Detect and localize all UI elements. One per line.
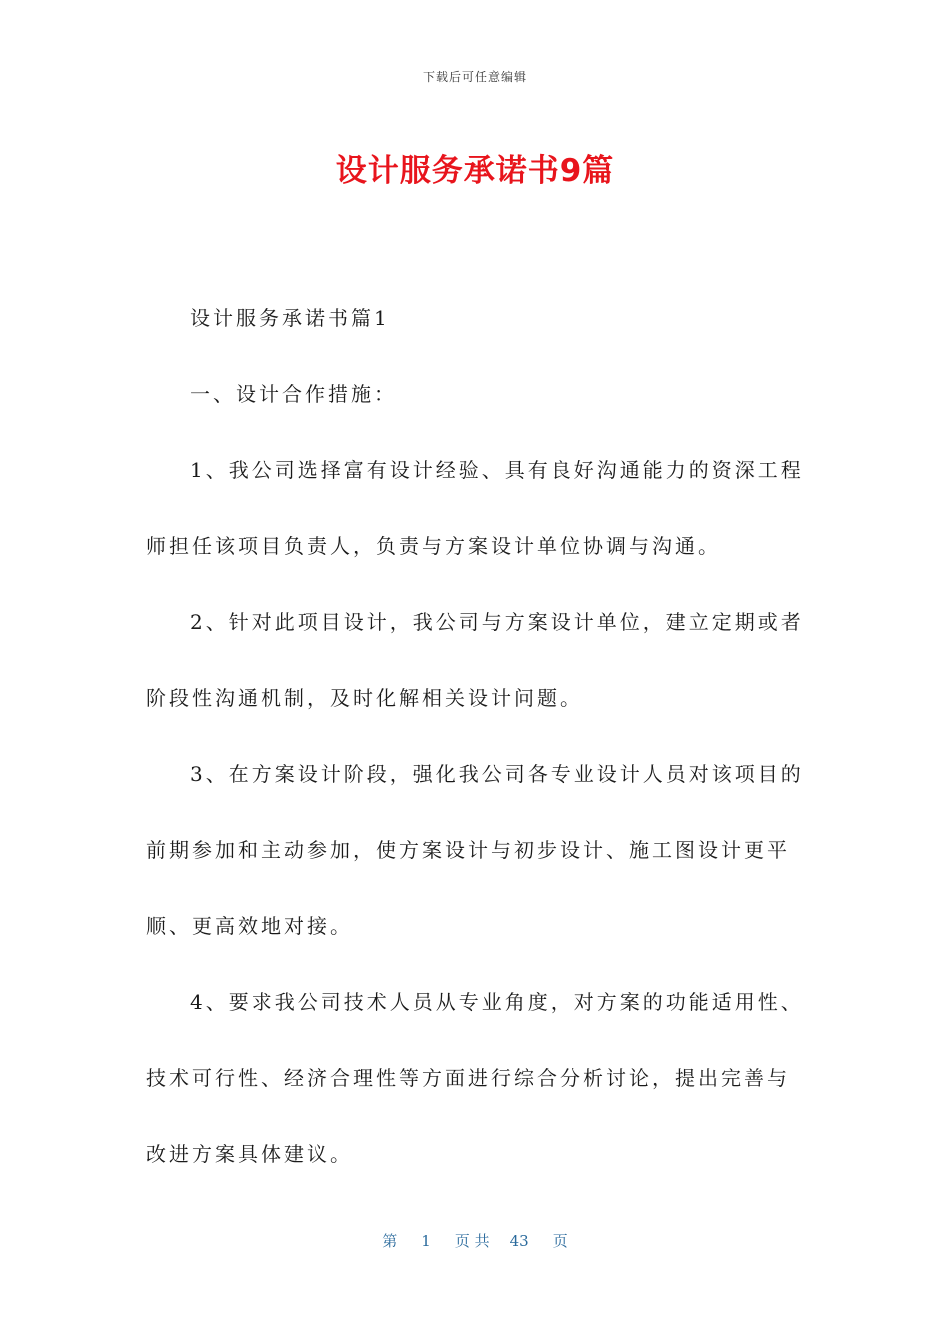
- paragraph-2: 2、针对此项目设计，我公司与方案设计单位，建立定期或者阶段性沟通机制，及时化解相关设计问题。: [146, 610, 804, 710]
- document-body: [146, 280, 806, 1192]
- footer-label-of: 页 共: [454, 1232, 490, 1250]
- header-note: 下载后可任意编辑: [422, 70, 527, 84]
- footer-total-pages: 43: [509, 1232, 529, 1250]
- paragraph-3: 3、在方案设计阶段，强化我公司各专业设计人员对该项目的前期参加和主动参加，使方案设计与初步设计、施工图设计更平顺、更高效地对接。: [146, 762, 804, 938]
- section-heading: 设计服务承诺书篇1: [190, 306, 390, 330]
- document-title: 设计服务承诺书9篇: [335, 153, 615, 189]
- page-footer: [0, 1230, 950, 1251]
- footer-label-end: 页: [552, 1232, 568, 1250]
- footer-label-page: 第: [382, 1232, 398, 1250]
- paragraph-1: 1、我公司选择富有设计经验、具有良好沟通能力的资深工程师担任该项目负责人，负责与方案设计单位协调与沟通。: [146, 458, 804, 558]
- subheading: 一、设计合作措施：: [190, 382, 397, 406]
- footer-current-page: 1: [421, 1232, 431, 1250]
- paragraph-4: 4、要求我公司技术人员从专业角度，对方案的功能适用性、技术可行性、经济合理性等方面进行综合分析讨论，提出完善与改进方案具体建议。: [146, 990, 804, 1166]
